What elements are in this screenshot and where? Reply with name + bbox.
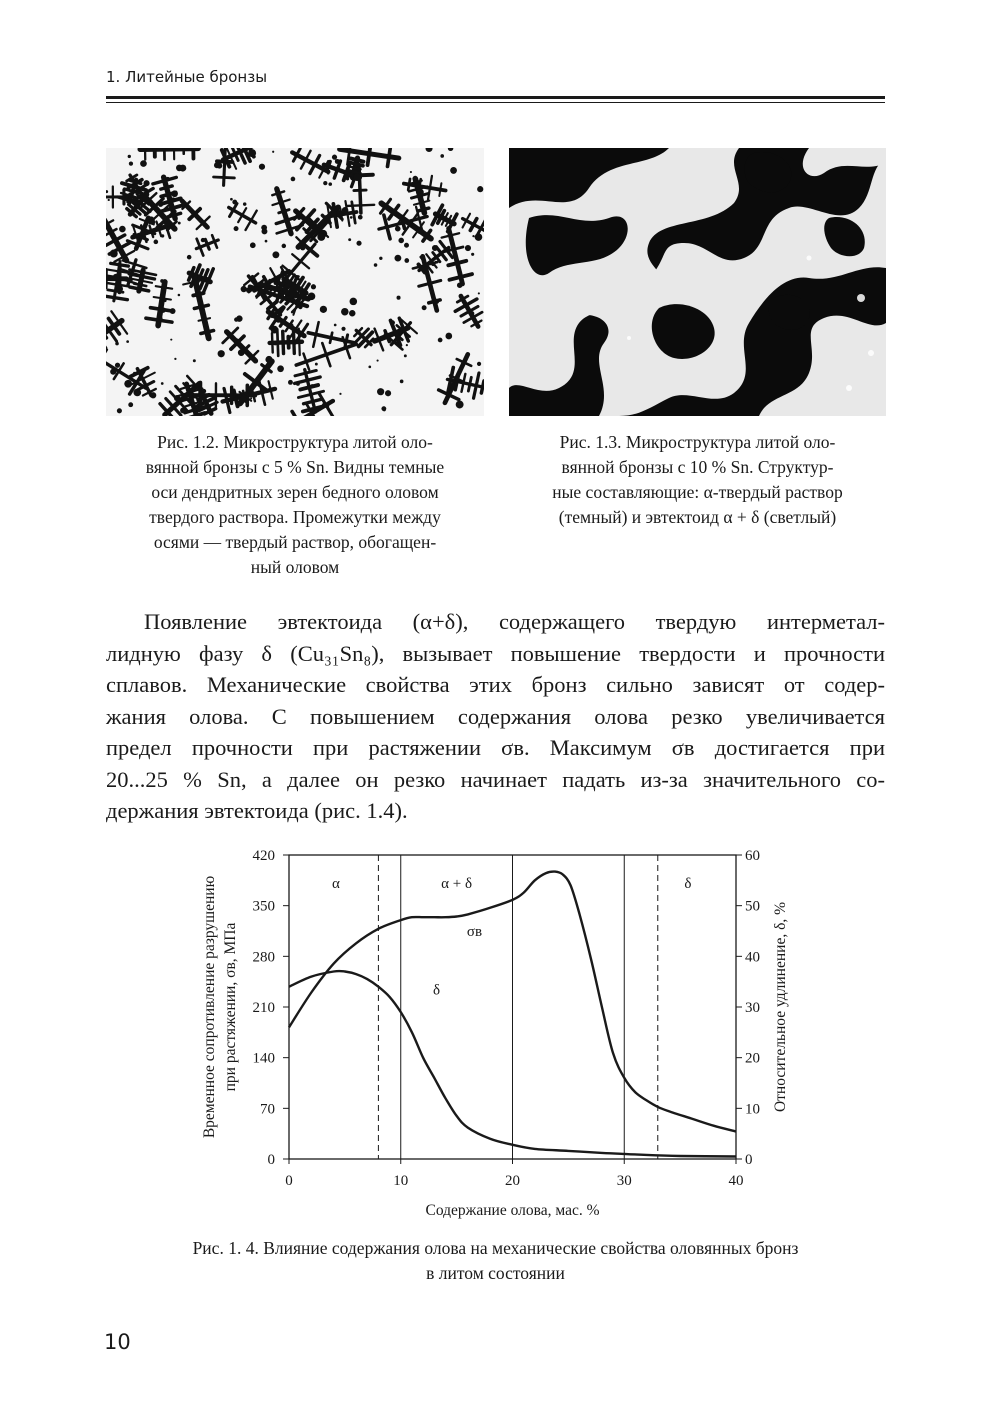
caption-line: Рис. 1. 4. Влияние содержания олова на механические свойства оловянных бронз bbox=[192, 1238, 799, 1258]
y-right-tick-label: 50 bbox=[745, 898, 760, 915]
running-head: 1. Литейные бронзы bbox=[106, 68, 268, 86]
y-left-tick-label: 420 bbox=[252, 848, 275, 864]
y-right-tick-label: 60 bbox=[745, 848, 760, 864]
page-number: 10 bbox=[104, 1330, 131, 1354]
x-axis-label: Содержание олова, мас. % bbox=[425, 1202, 600, 1219]
header-rule-thick bbox=[106, 96, 885, 99]
caption-line: ный оловом bbox=[250, 557, 340, 577]
y-right-tick-label: 20 bbox=[745, 1050, 760, 1067]
paragraph-line: лидную фазу δ (Cu₃₁Sn₈), вызывает повышение твердости и прочности bbox=[106, 640, 885, 666]
x-tick-label: 10 bbox=[393, 1173, 409, 1189]
y-right-axis-label: Относительное удлинение, δ, % bbox=[772, 901, 789, 1113]
body-paragraph bbox=[106, 606, 885, 827]
curve-label: σв bbox=[466, 924, 483, 941]
curve-label: δ bbox=[432, 982, 441, 999]
micrograph-1-2-image bbox=[106, 148, 484, 416]
caption-line: ные составляющие: α-твердый раствор bbox=[552, 482, 843, 502]
figure-1-2-caption bbox=[106, 430, 484, 580]
y-right-tick-label: 40 bbox=[745, 949, 760, 966]
figure-1-4-caption bbox=[106, 1236, 885, 1286]
paragraph-line: сплавов. Механические свойства этих бронз сильно зависят от содер- bbox=[106, 672, 885, 697]
paragraph-line: жания олова. С повышением содержания олова резко увеличивается bbox=[106, 703, 885, 729]
y-left-tick-label: 280 bbox=[252, 949, 275, 966]
paragraph-line: держания эвтектоида (рис. 1.4). bbox=[106, 798, 408, 823]
header-rule-thin bbox=[106, 102, 885, 103]
caption-line: в литом состоянии bbox=[426, 1263, 565, 1283]
y-left-axis-label: Временное сопротивление разрушению bbox=[201, 875, 218, 1139]
y-left-tick-label: 350 bbox=[252, 898, 275, 915]
tin-content-properties-chart bbox=[190, 840, 810, 1225]
y-left-tick-label: 70 bbox=[260, 1101, 275, 1118]
caption-line: вянной бронзы с 10 % Sn. Структур- bbox=[561, 457, 834, 477]
caption-line: оси дендритных зерен бедного оловом bbox=[151, 482, 439, 502]
caption-line: (темный) и эвтектоид α + δ (светлый) bbox=[558, 507, 837, 527]
y-left-tick-label: 0 bbox=[267, 1152, 275, 1168]
y-left-axis-label: при растяжении, σв, МПа bbox=[222, 922, 239, 1092]
y-left-tick-label: 210 bbox=[252, 1000, 275, 1016]
y-right-tick-label: 30 bbox=[745, 1000, 760, 1016]
x-tick-label: 0 bbox=[285, 1173, 293, 1189]
region-label: α bbox=[332, 876, 340, 892]
paragraph-line: 20...25 % Sn, а далее он резко начинает падать из-за значительного со- bbox=[106, 766, 885, 792]
caption-line: твердого раствора. Промежутки между bbox=[149, 507, 441, 527]
caption-line: Рис. 1.2. Микроструктура литой оло- bbox=[157, 432, 433, 452]
x-tick-label: 20 bbox=[505, 1173, 520, 1189]
region-label: α + δ bbox=[441, 876, 473, 892]
y-left-tick-label: 140 bbox=[252, 1050, 275, 1067]
region-label: δ bbox=[684, 876, 692, 892]
micrograph-1-3-image bbox=[509, 148, 886, 416]
y-right-tick-label: 0 bbox=[745, 1152, 753, 1168]
paragraph-line: Появление эвтектоида (α+δ), содержащего твердую интерметал- bbox=[144, 609, 885, 634]
figure-1-3-caption bbox=[509, 430, 886, 530]
x-tick-label: 30 bbox=[616, 1173, 632, 1189]
paragraph-line: предел прочности при растяжении σв. Максимум σв достигается при bbox=[106, 735, 885, 760]
y-right-tick-label: 10 bbox=[745, 1101, 760, 1118]
caption-line: вянной бронзы с 5 % Sn. Видны темные bbox=[145, 457, 445, 477]
caption-line: Рис. 1.3. Микроструктура литой оло- bbox=[559, 432, 836, 452]
caption-line: осями — твердый раствор, обогащен- bbox=[153, 532, 437, 552]
x-tick-label: 40 bbox=[728, 1173, 744, 1189]
